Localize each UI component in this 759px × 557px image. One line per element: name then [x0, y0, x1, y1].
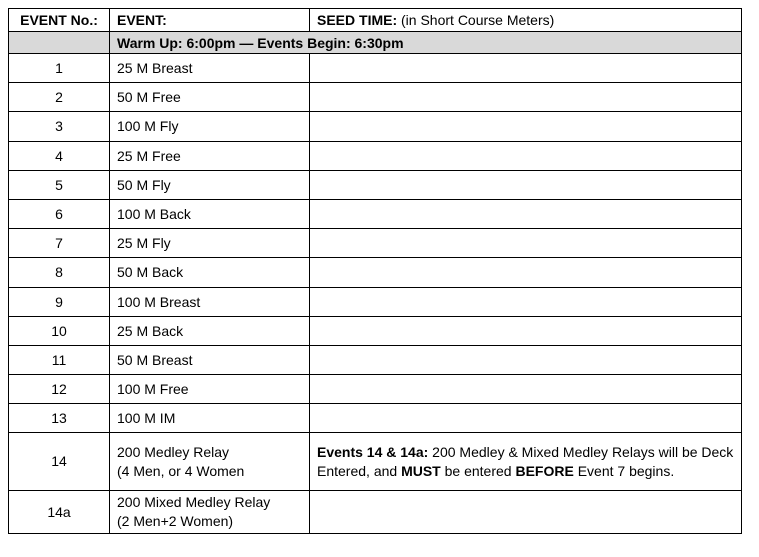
seed-time-cell[interactable] [310, 141, 742, 170]
note-text-1: 200 Medley & Mixed Medley Relays will be Deck Entered, and [317, 443, 734, 479]
table-row [9, 112, 742, 141]
header-row [9, 9, 742, 32]
relay-row [9, 491, 742, 534]
event-name: 100 M Free [110, 375, 310, 404]
event-number: 12 [9, 375, 110, 404]
note-must: MUST [401, 462, 441, 479]
schedule-band-row [9, 32, 742, 54]
relay-name-line1: 200 Medley Relay [117, 443, 230, 460]
table-row [9, 316, 742, 345]
relay-name [110, 433, 310, 491]
relay-row [9, 433, 742, 491]
seed-time-cell[interactable] [310, 287, 742, 316]
event-number: 7 [9, 229, 110, 258]
event-number: 14 [9, 433, 110, 491]
seed-time-cell[interactable] [310, 112, 742, 141]
table-row [9, 375, 742, 404]
seed-time-cell[interactable] [310, 491, 742, 534]
seed-time-cell[interactable] [310, 170, 742, 199]
relay-name-line1: 200 Mixed Medley Relay [117, 494, 271, 511]
seed-time-cell[interactable] [310, 229, 742, 258]
table-row [9, 345, 742, 374]
header-event: EVENT: [110, 9, 310, 32]
event-name: 50 M Free [110, 83, 310, 112]
header-seed-time [310, 9, 742, 32]
event-name: 100 M IM [110, 404, 310, 433]
header-seed-label: SEED TIME: [317, 12, 398, 28]
relay-name-line2: (4 Men, or 4 Women [117, 462, 245, 479]
event-number: 3 [9, 112, 110, 141]
relay-name [110, 491, 310, 534]
table-row [9, 404, 742, 433]
event-number: 5 [9, 170, 110, 199]
table-row [9, 199, 742, 228]
event-number: 11 [9, 345, 110, 374]
event-number: 10 [9, 316, 110, 345]
seed-time-cell[interactable] [310, 199, 742, 228]
table-row [9, 229, 742, 258]
relay-note [310, 433, 742, 491]
seed-time-cell[interactable] [310, 83, 742, 112]
event-name: 25 M Free [110, 141, 310, 170]
event-name: 50 M Back [110, 258, 310, 287]
events-table [8, 8, 742, 534]
event-number: 8 [9, 258, 110, 287]
event-name: 50 M Fly [110, 170, 310, 199]
event-number: 1 [9, 54, 110, 83]
event-number: 2 [9, 83, 110, 112]
note-text-2: be entered [440, 462, 516, 479]
event-name: 25 M Fly [110, 229, 310, 258]
event-name: 25 M Breast [110, 54, 310, 83]
event-name: 100 M Breast [110, 287, 310, 316]
band-empty-cell [9, 32, 110, 54]
relay-name-line2: (2 Men+2 Women) [117, 513, 234, 530]
header-seed-unit: (in Short Course Meters) [397, 12, 555, 28]
event-number: 14a [9, 491, 110, 534]
event-name: 25 M Back [110, 316, 310, 345]
table-row [9, 287, 742, 316]
event-number: 4 [9, 141, 110, 170]
event-number: 6 [9, 199, 110, 228]
seed-time-cell[interactable] [310, 258, 742, 287]
event-name: 100 M Back [110, 199, 310, 228]
seed-time-cell[interactable] [310, 316, 742, 345]
seed-time-cell[interactable] [310, 345, 742, 374]
event-number: 9 [9, 287, 110, 316]
note-before: BEFORE [515, 462, 574, 479]
table-row [9, 258, 742, 287]
event-name: 50 M Breast [110, 345, 310, 374]
seed-time-cell[interactable] [310, 54, 742, 83]
seed-time-cell[interactable] [310, 404, 742, 433]
event-number: 13 [9, 404, 110, 433]
table-row [9, 54, 742, 83]
seed-time-cell[interactable] [310, 375, 742, 404]
table-row [9, 141, 742, 170]
schedule-band: Warm Up: 6:00pm — Events Begin: 6:30pm [110, 32, 742, 54]
note-events-label: Events 14 & 14a: [317, 443, 429, 460]
table-row [9, 170, 742, 199]
table-row [9, 83, 742, 112]
note-text-3: Event 7 begins. [573, 462, 675, 479]
event-name: 100 M Fly [110, 112, 310, 141]
header-event-no: EVENT No.: [9, 9, 110, 32]
